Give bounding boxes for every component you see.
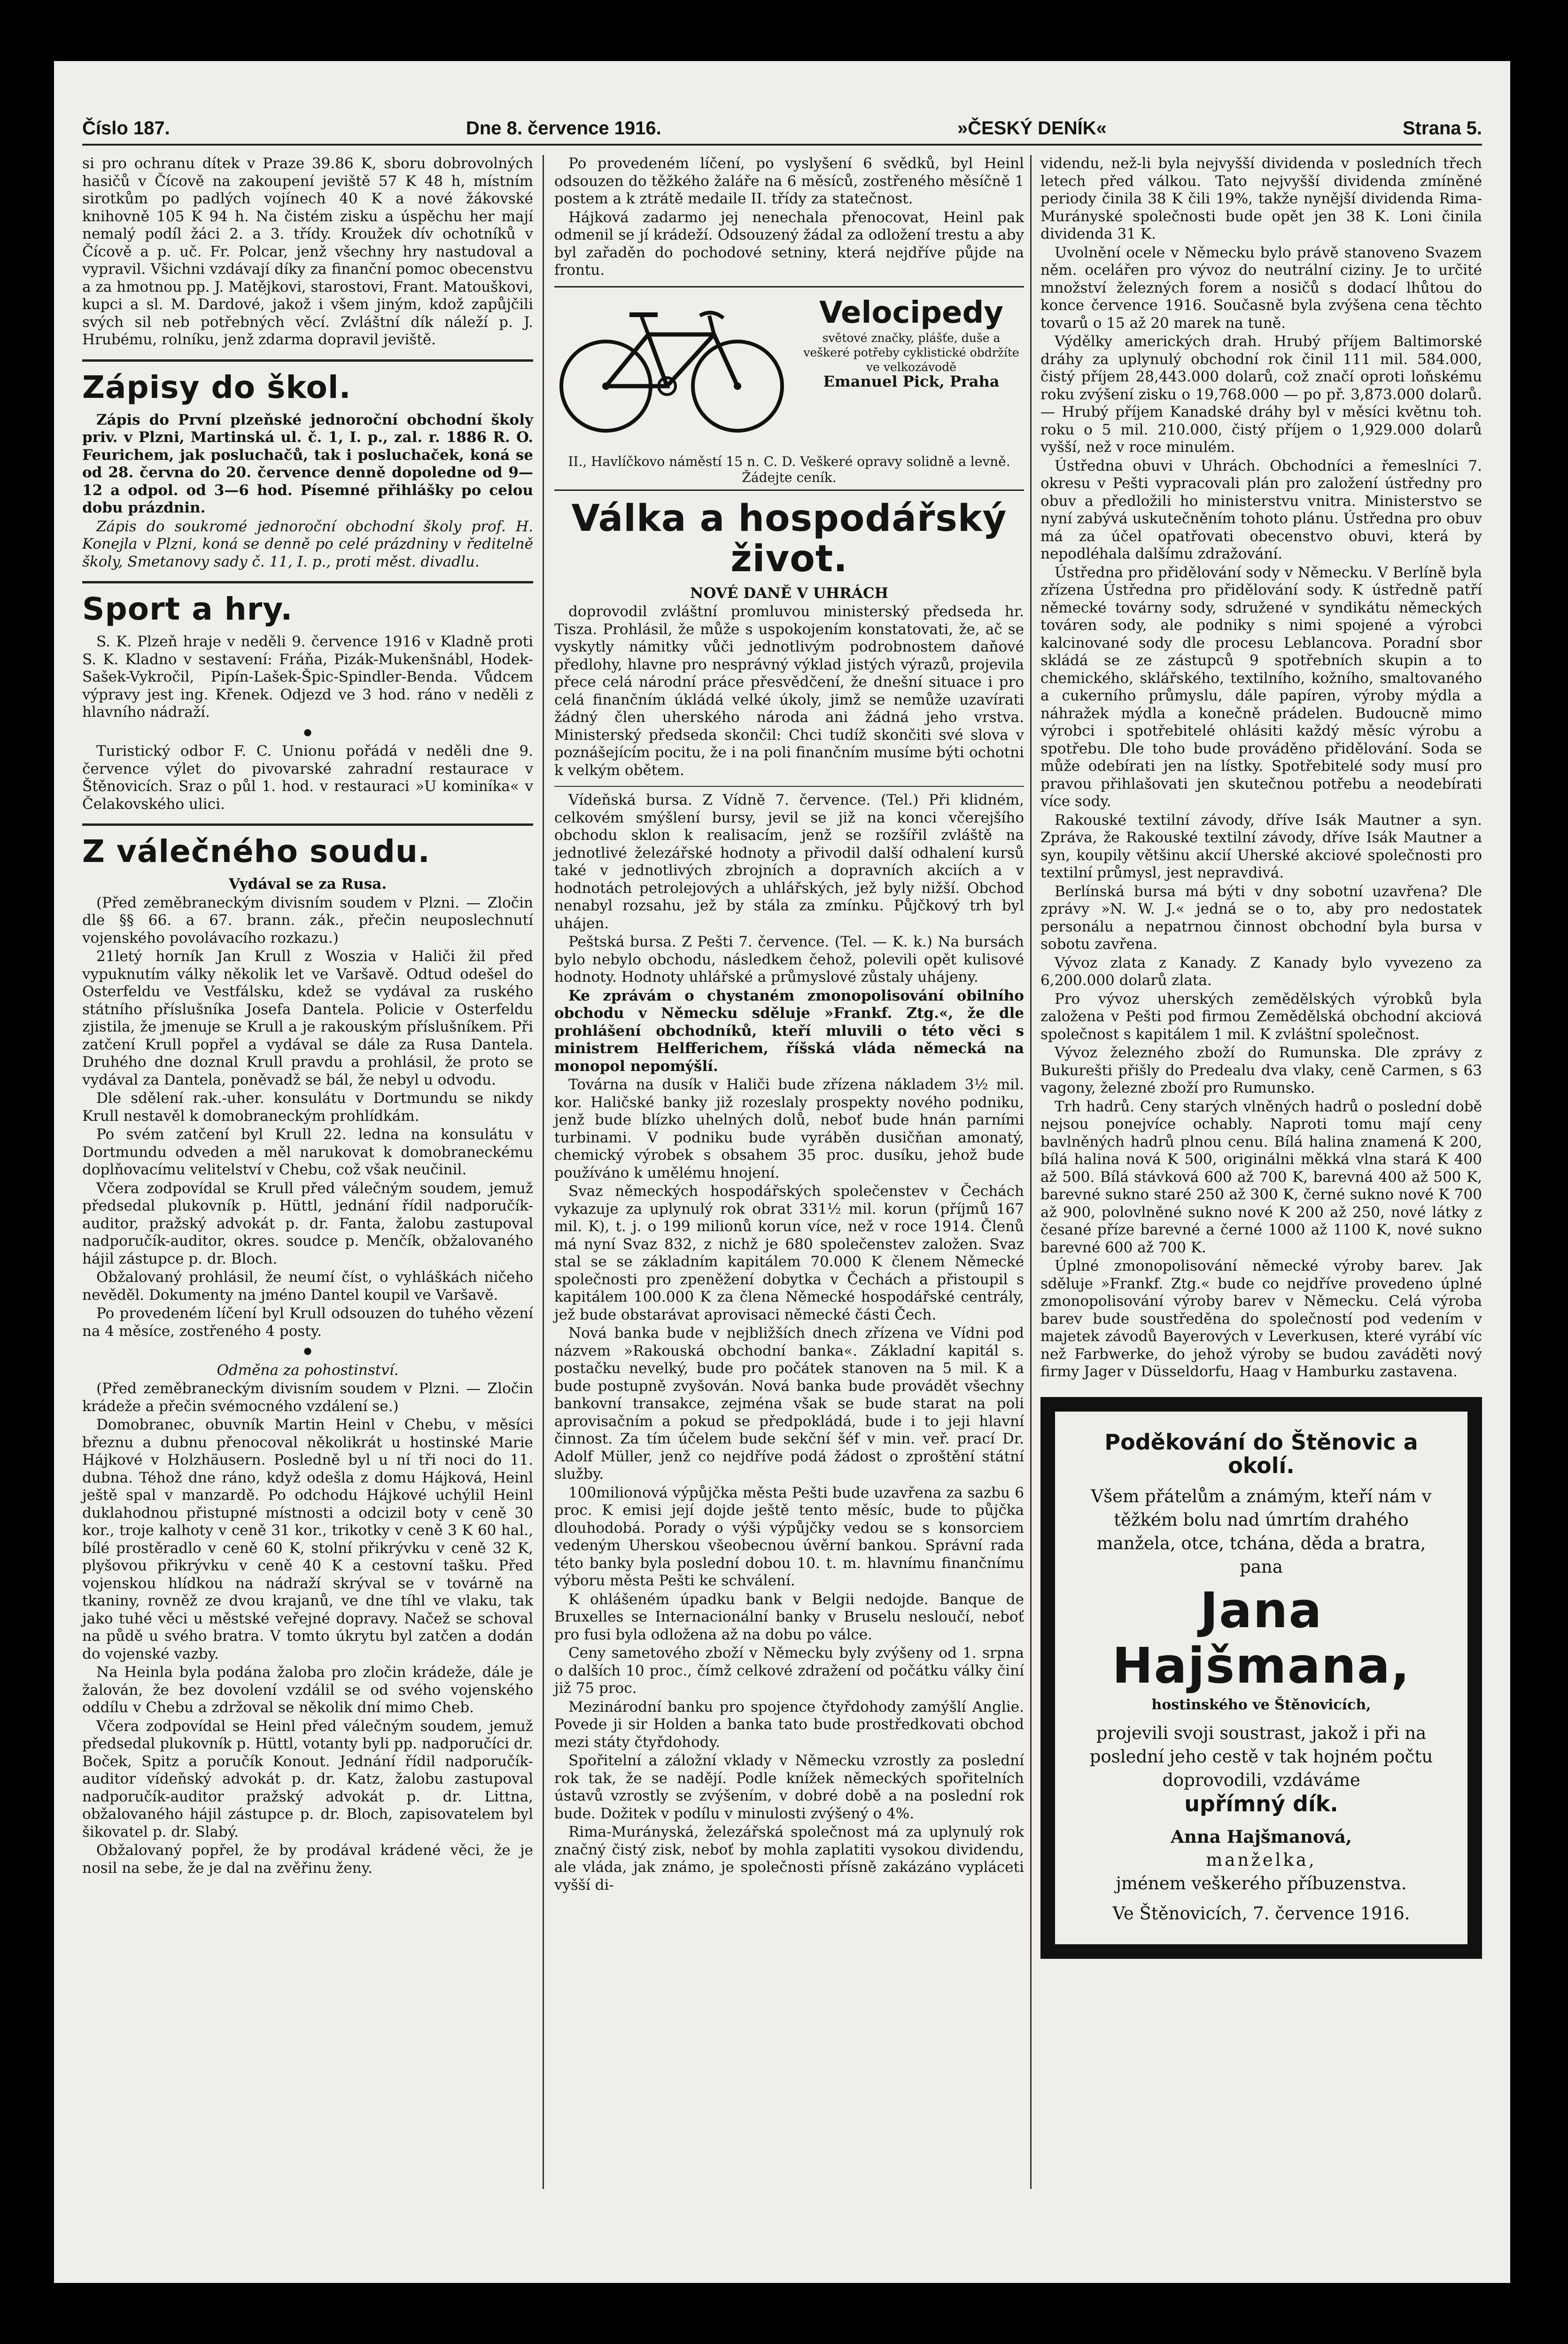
article-paragraph: Rima-Murányská, železářská společnost má za uplynulý rok značný čistý zisk, neboť by mohla zaplatiti vysokou dividendu, ale vláda, jak známo, je společnosti přísně zakázáno vypláceti vyšší di- [554, 1824, 1024, 1894]
article-title: Vydával se za Rusa. [228, 876, 387, 893]
section-rule [82, 581, 533, 583]
notice-family: jménem veškerého příbuzenstva. [1116, 1873, 1407, 1894]
column-divider [1030, 155, 1032, 2189]
article-paragraph: 100milionová výpůjčka města Pešti bude uzavřena za sazbu 6 proc. K emisi její dojde ještě tento měsíc, bude to půjčka dlouhodobá. Porady o výši výpůjčky vedou se s konsorciem vedeným Uherskou všeobecnou úvěrní bankou. Správní rada této banky byla poslední dobou 10. t. m. hlavnímu finančnímu výboru města Pešti ke schválení. [554, 1484, 1024, 1589]
article-paragraph: videndu, než-li byla nejvyšší dividenda v posledních třech letech před válkou. Tato nejvyšší dividenda zmíněné periody činila 38 K čili 19%, takže nynější dividenda Rima-Murányské společnosti bude opět jen 38 K. Loni činila dividenda 31 K. [1040, 155, 1482, 242]
section-rule [82, 823, 533, 826]
article-paragraph: Ústředna obuvi v Uhrách. Obchodníci a řemeslníci 7. okresu v Pešti vypracovali plán pro založení ústředny pro obuv a předložili ho ministerstvu vnitra. Ministerstvo se nyní zabývá uskutečněním tohoto plánu. Ústředna pro obuv má za účel opatřovati obecenstvo obuvi, která by nepodléhala dalšímu zdražování. [1040, 457, 1482, 562]
article-paragraph: Zápis do První plzeňské jednoroční obchodní školy priv. v Plzni, Martinská ul. č. 1, I. p., zal. r. 1886 R. O. Feurichem, jak posluchačů, tak i posluchaček, koná se od 28. června do 20. července denně dopoledne od 9—12 a odpol. od 3—6 hod. Písemné přihlášky po celou dobu prázdnin. [82, 411, 533, 516]
article-paragraph: si pro ochranu dítek v Praze 39.86 K, sboru dobrovolných hasičů v Čícově na zakoupení jeviště 57 K 48 h, místním sirotkům po padlých vojínech 40 K a nové žákovské knihovně 105 K 94 h. Na čistém zisku a úspěchu her mají nemalý podíl žáci 2. a 3. třídy. Kroužek dív ochotníků v Čícově a p. uč. Fr. Polcar, jenž všechny hry nastudoval a vypravil. Všichni vzdávají díky za finanční pomoc obecenstvu a za hmotnou pp. J. Matějkovi, starostovi, Frant. Matouškovi, kupci a sl. M. Dardové, jakož i všem jiným, kdož zapůjčili svých sil neb potřebných věcí. Zvláštní dík náleží p. J. Hrubému, rolníku, jenž zdarma dopravil jeviště. [82, 155, 533, 348]
section-heading-zapisy: Zápisy do škol. [82, 369, 351, 405]
article-paragraph: Výdělky amerických drah. Hrubý příjem Baltimorské dráhy za uplynulý obchodní rok činil 111 mil. 584.000, čistý příjem 28,443.000 dolarů, což značí oproti loňskému roku zvýšení zisku o 19,768.000 — po př. 3,873.000 dolarů. — Hrubý příjem Kanadské dráhy byl v měsíci květnu toh. roku o 5 mil. 210.000, čistý příjem o 1,929.000 dolarů vyšší, než v roce minulém. [1040, 333, 1482, 456]
separator-dot: ● [303, 726, 312, 737]
ad-description: světové značky, plášťe, duše a veškeré potřeby cyklistické obdržíte ve velkozávodě [803, 331, 1019, 374]
article-paragraph: Mezinárodní banku pro spojence čtyřdohody zamýšlí Anglie. Povede ji sir Holden a banka tato bude prostředkovati obchod mezi státy čtyřdohody. [554, 1698, 1024, 1751]
notice-body: Všem přátelům a známým, kteří nám v těžkém bolu nad úmrtím drahého manžela, otce, tchána, děda a bratra, pana [1091, 1486, 1432, 1577]
notice-name: Jana Hajšmana, [1112, 1581, 1411, 1694]
article-paragraph: (Před zeměbraneckým divisním soudem v Plzni. — Zločin krádeže a přečin svémocného vzdálení se.) [82, 1380, 533, 1415]
article-paragraph: Vídeňská bursa. Z Vídně 7. července. (Tel.) Při klidném, celkovém smýšlení bursy, jevil se již na konci včerejšího obchodu sklon k realisacím, jenž se rozšířil zvláště na jednotlivé železářské hodnoty a přivodil další odhalení kursů také v jednotlivých zbrojních a dopravních akciích a v hodnotách petrolejových a uhlářských, jež byly nižší. Obchod nenabyl rozsahu, jež by stála za zmínku. Půjčkový trh byl uhájen. [554, 792, 1024, 932]
article-paragraph: Ústředna pro přidělování sody v Německu. V Berlíně byla zřízena Ústředna pro přidělování sody. K ústředně patří německé továrny sody, sdružené v syndikátu německých továren sody, ale podniky s nimi spojené a výrobci kalcinované sody dle procesu Leblancova. Poradní sbor skládá se ze zástupců 9 spotřebních skupin a to chemického, sklářského, textilního, kožního, smaltovaného a cukerního průmyslu, dále papíren, výroby mýdla a náhražek mýdla a konečně prádelen. Budoucně mimo výrobci i spotřebitelé ohlásiti každý měsíc výrobu a spotřebu. Dle toho bude prováděno přidělování. Soda se může odebírati jen na lístky. Spotřebitelé sody musí pro pravou přihlašovati jen skutečnou potřebu a neodebírati více sody. [1040, 564, 1482, 810]
article-paragraph: Po provedeném líčení, po vyslyšení 6 svědků, byl Heinl odsouzen do těžkého žaláře na 6 měsíců, zostřeného měsíčně 1 postem a k ztrátě medaile II. třídy za statečnost. [554, 155, 1024, 207]
ad-headline: Velocipedy [819, 295, 1003, 330]
article-paragraph: Obžalovaný prohlásil, že neumí číst, o vyhláškách ničeho nevěděl. Dokumenty na jméno Dantel koupil ve Varšavě. [82, 1269, 533, 1304]
ad-text [799, 295, 1024, 390]
column-divider [543, 155, 544, 2189]
notice-body-2: projevili svoji soustrast, jakož i při na poslední jeho cestě v tak hojném počtu doprovodili, vzdáváme [1089, 1723, 1433, 1790]
article-paragraph: Trh hadrů. Ceny starých vlněných hadrů o poslední době nejsou ponejvíce ochably. Naproti tomu mají ceny bavlněných hadrů plnou cenu. Bílá halina znamená K 200, bílá halina nová K 500, originálni měkká vlna stará K 400 až 500. Bílá stávková 600 až 700 K, barevná 400 až 500 K, barevné sukno staré 250 až 300 K, černé sukno nové K 700 až 900, polovlněné sukno nové K 200 až 250, nové látky z česané příze barevné a černé 1000 až 1100 K, nové sukno barevné 600 až 700 K. [1040, 1098, 1482, 1256]
notice-title: Poděkování do Štěnovic a okolí. [1104, 1429, 1418, 1478]
bicycle-icon [554, 297, 789, 438]
column-2 [554, 155, 1024, 1895]
article-paragraph: 21letý horník Jan Krull z Woszia v Haliči žil před vypuknutím války několik let ve Varšavě. Odtud odešel do Osterfeldu ve Vestfálsku, kdež se vydával za ruského státního příslušníka Josefa Dantela. Policie v Osterfeldu zjistila, že jmenuje se Krull a je rakouským příslušníkem. Při zatčení Krull popřel a vydával se dále za Rusa Dantela. Druhého dne doznal Krull pravdu a prohlásil, že proto se vydával za Dantela, poněvadž se bál, že nebyl u odvodu. [82, 948, 533, 1088]
notice-signer: Anna Hajšmanová, [1171, 1826, 1352, 1847]
article-paragraph: K ohlášeném úpadku bank v Belgii nedojde. Banque de Bruxelles se Internacionální banky v Bruselu nesloučí, neboť pro fusi byla odložena až na dobu po válce. [554, 1591, 1024, 1643]
notice-place-date: Ve Štěnovicích, 7. července 1916. [1112, 1903, 1410, 1924]
separator-dot: ● [303, 1345, 312, 1356]
article-paragraph: Zápis do soukromé jednoroční obchodní školy prof. H. Konejla v Plzni, koná se denně po celé prázdniny v ředitelně školy, Smetanovy sady č. 11, I. p., proti měst. divadlu. [82, 518, 533, 570]
article-paragraph: Turistický odbor F. C. Unionu pořádá v neděli dne 9. července výlet do pivovarské zahradní restaurace v Štěnovicích. Sraz o půl 1. hod. v restauraci »U kominíka« v Čelakovského ulici. [82, 743, 533, 813]
section-heading-sport: Sport a hry. [82, 591, 293, 627]
column-3 [1040, 155, 1482, 1959]
article-paragraph: Úplné zmonopolisování německé výroby barev. Jak sděluje »Frankf. Ztg.« bude co nejdříve provedeno úplné zmonopolisování výroby barev v Německu. Celá výroba barev bude soustředěna do společností pod vedením v majetek závodů Bayerových v Leverkusen, které vyrábí víc než Farbwerke, do jehož výroby se budou zaváděti nový firmy Jager v Düsseldorfu, Haag v Hamburku zastavena. [1040, 1257, 1482, 1380]
article-paragraph: Vývoz železného zboží do Rumunska. Dle zprávy z Bukurešti přišly do Predealu dva vlaky, ceně Carmen, s 63 vagony, železné zboží pro Rumunsko. [1040, 1044, 1482, 1096]
section-heading-soud: Z válečného soudu. [82, 833, 430, 869]
column-1 [82, 155, 533, 1878]
article-paragraph: Po svém zatčení byl Krull 22. ledna na konsulátu v Dortmundu odveden a měl narukovat k domobraneckému doplňovacímu velitelství v Chebu, což však neučinil. [82, 1126, 533, 1178]
article-paragraph: Spořitelní a záložní vklady v Německu vzrostly za poslední rok tak, že se nadějí. Podle knížek německých spořitelních ústavů vzrostly se zvýšením, v dobré době a na poslední rok bude. Dožitek v podílu v minulosti zvýšený o 4%. [554, 1752, 1024, 1822]
article-paragraph: doprovodil zvláštní promluvou ministerský předseda hr. Tisza. Prohlásil, že může s uspokojením konstatovati, že, ač se vyskytly námitky vůči jednotlivým podrobnostem daňové předlohy, hlavne pro nesprávný výklad jistých výrazů, projevila přece celá národní práce přesvědčení, že dnešní situace i pro celá finančním úkládá velké úkoly, jimž se nemůže uzavírati žádný člen uherského národa ani žádná jeho vrstva. Ministerský předseda skončil: Chci tudíž skončiti své slova v poznášejícím pocitu, že i na poli finančním musíme býti ochotni k velkým obětem. [554, 603, 1024, 779]
notice-signer-role: manželka, [1206, 1849, 1317, 1870]
notice-role: hostinského ve Štěnovicích, [1151, 1696, 1371, 1713]
article-paragraph: Na Heinla byla podána žaloba pro zločin krádeže, dále je žalován, že bez dovolení vzdálil se od svého vojenského oddílu v Chebu a zdržoval se několik dní mimo Cheb. [82, 1664, 533, 1716]
separator-rule [554, 786, 1024, 787]
article-paragraph: Obžalovaný popřel, že by prodával krádené věci, že je nosil na sebe, že je dal na zvěřinu ženy. [82, 1842, 533, 1877]
article-paragraph: Uvolnění ocele v Německu bylo právě stanoveno Svazem něm. ocelářen pro vývoz do neutrální ciziny. Je to určité množství železných forem a nosičů s dodací lhůtou do konce července 1916. Současně byla zvýšena cena těchto tovarů o 15 až 20 marek na tuně. [1040, 244, 1482, 332]
section-rule [82, 359, 533, 362]
ad-footer: II., Havlíčkovo náměstí 15 n. C. D. Veškeré opravy solidně a levně. Žádejte ceník. [568, 453, 1010, 485]
page-number: Strana 5. [1403, 118, 1482, 139]
article-paragraph: Továrna na dusík v Haliči bude zřízena nákladem 3½ mil. kor. Haličské banky již rozeslaly prospekty nového podniku, jenž bude blízko uhelných dolů, neboť bude hnán parními turbinami. V podniku bude vyráběn dusičňan amonatý, chemický výrobek s obsahem 35 proc. dusíku, jehož bude používáno k umělému hnojení. [554, 1076, 1024, 1181]
thank-you-notice [1040, 1397, 1482, 1959]
article-paragraph: Ke zprávám o chystaném zmonopolisování obilního obchodu v Německu sděluje »Frankf. Ztg.«, že dle prohlášení obchodníků, kteří mluvili o této věci s ministrem Helfferichem, říšská vláda německá na monopol nepomýšlí. [554, 987, 1024, 1075]
article-title: NOVÉ DANĚ V UHRÁCH [690, 584, 888, 602]
article-paragraph: Dle sdělení rak.-uher. konsulátu v Dortmundu se nikdy Krull nestavěl k domobraneckým prohlídkám. [82, 1090, 533, 1125]
article-paragraph: Domobranec, obuvník Martin Heinl v Chebu, v měsíci březnu a dubnu přenocoval několikrát u hostinské Marie Hájkové v Holzhäusern. Posledně byl u ní tři noci do 11. dubna. Téhož dne ráno, když odešla z domu Hájková, Heinl ještě spal v manzardě. Po odchodu Hájkové uchýlil Heinl duklahodnou přistupné místnosti a odcizil boty v ceně 30 kor., troje kalhoty v ceně 31 kor., trikotky v ceně 3 K 60 hal., bílé prostěradlo v ceně 60 K, stolní přikrývku v ceně 32 K, plyšovou přikrývku v ceně 40 K a cestovní tašku. Před vojenskou hlídkou na nádraží skrýval se v továrně na tkaniny, rovněž ze dvou krajanů, ve dne tíhl ve vlaku, tak jako tuhé věci u městské veřejné dopravy. Načež se schoval na půdě u svého bratra. V tomto úkrytu byl zatčen a dodán do vojenské vazby. [82, 1416, 533, 1662]
article-paragraph: Ceny sametového zboží v Německu byly zvýšeny od 1. srpna o dalších 10 proc., čímž celkové zdražení od počátku války činí již 75 proc. [554, 1645, 1024, 1697]
page-header [82, 113, 1482, 146]
newspaper-page [54, 61, 1510, 2283]
ad-firm: Emanuel Pick, Praha [823, 372, 1000, 390]
article-paragraph: Peštská bursa. Z Pešti 7. července. (Tel. — K. k.) Na bursách bylo nebylo obchodu, následkem čehož, polevili opět kulisové hodnoty. Hodnoty uhlářské a průmyslové zůstaly uhájeny. [554, 933, 1024, 986]
newspaper-title: »ČESKÝ DENÍK« [957, 118, 1107, 139]
article-paragraph: Svaz německých hospodářských společenstev v Čechách vykazuje za uplynulý rok obrat 331½ mil. korun (příjmů 167 mil. K), t. j. o 199 milionů korun více, než v roce 1914. Členů má nyní Svaz 832, z nichž je 680 společenstev založen. Svaz stal se se základním kapitálem 70.000 K členem Německé společnosti pro zpeněžení dobytka v Čechách a přistoupil s kapitálem 100.000 K za člena Německé hospodářské centrály, jež bude obstarávat aprovisaci německé části Čech. [554, 1183, 1024, 1323]
article-paragraph: Nová banka bude v nejbližších dnech zřízena ve Vídni pod názvem »Rakouská obchodní banka«. Základní kapitál s. postačku nevelký, bude pro počátek stanoven na 5 mil. K a bude postupně zvyšován. Nová banka bude provádět všechny bankovní transakce, zejména však se bude starat na poli aprovisačním a pokud se předpokládá, bude i to jeji hlavní činnost. Za tím účelem bude sekční šéf v min. veř. prací Dr. Adolf Müller, jenž co nejdříve podá žádost o zproštění státní služby. [554, 1325, 1024, 1482]
section-heading-valka: Válka a hospodářský život. [571, 497, 1007, 580]
issue-number: Číslo 187. [82, 118, 170, 139]
article-title: Odměna za pohostinství. [217, 1361, 399, 1379]
bicycle-advertisement [554, 286, 1024, 491]
article-paragraph: Berlínská bursa má býti v dny sobotní uzavřena? Dle zprávy »N. W. J.« jedná se o to, aby pro nedostatek personálu a nepatrnou činnost obchodní byla bursa v sobotu zavřena. [1040, 883, 1482, 953]
article-paragraph: Včera zodpovídal se Heinl před válečným soudem, jemuž předsedal plukovník p. Hüttl, votanty byli pp. nadporučíci dr. Boček, Spitz a poručík Konout. Jednání řídil nadporučík-auditor vídeňský advokát p. dr. Katz, žalobu zastupoval nadporučík-auditor pražský advokát p. dr. Littna, obžalovaného hájil zástupce p. dr. Bloch, zapisovatelem byl šikovatel p. dr. Slabý. [82, 1717, 533, 1840]
article-paragraph: Rakouské textilní závody, dříve Isák Mautner a syn. Zpráva, že Rakouské textilní závody, dříve Isák Mautner a syn, koupily většinu akcií Uherské akciové společnosti pro textilní průmysl, jest nepravdivá. [1040, 811, 1482, 881]
article-paragraph: S. K. Plzeň hraje v neděli 9. července 1916 v Kladně proti S. K. Kladno v sestavení: Fráňa, Pizák-Mukenšnábl, Hodek-Sašek-Vykročil, Pipín-Lašek-Špic-Spindler-Benda. Vůdcem výpravy jest ing. Křenek. Odjezd ve 3 hod. ráno v neděli z hlavního nádraží. [82, 633, 533, 721]
article-paragraph: Pro vývoz uherských zemědělských výrobků byla založena v Pešti pod firmou Zemědělská obchodní akciová společnost s kapitálem 1 mil. K zvláštní společnost. [1040, 990, 1482, 1043]
notice-thanks: upřímný dík. [1184, 1791, 1338, 1816]
article-paragraph: Vývoz zlata z Kanady. Z Kanady bylo vyvezeno za 6,200.000 dolarů zlata. [1040, 954, 1482, 989]
article-paragraph: Hájková zadarmo jej nenechala přenocovat, Heinl pak odmenil se jí krádeží. Odsouzený žádal za odložení trestu a aby byl zařaděn do pochodové setniny, která nejdříve půjde na frontu. [554, 209, 1024, 279]
article-paragraph: Včera zodpovídal se Krull před válečným soudem, jemuž předsedal plukovník p. Hüttl, jednání řídil nadporučík-auditor, pražský advokát p. dr. Fanta, žalobu zastupoval nadporučík-auditor, okres. soudce p. Menčík, obžalovaného hájil zástupce p. dr. Bloch. [82, 1180, 533, 1267]
issue-date: Dne 8. července 1916. [466, 118, 661, 139]
article-paragraph: Po provedeném líčení byl Krull odsouzen do tuhého vězení na 4 měsíce, zostřeného 4 posty. [82, 1305, 533, 1340]
notice-frame [1054, 1410, 1469, 1946]
article-paragraph: (Před zeměbraneckým divisním soudem v Plzni. — Zločin dle §§ 66. a 67. brann. zák., přečin neuposlechnutí vojenského povolávacího rozkazu.) [82, 894, 533, 947]
